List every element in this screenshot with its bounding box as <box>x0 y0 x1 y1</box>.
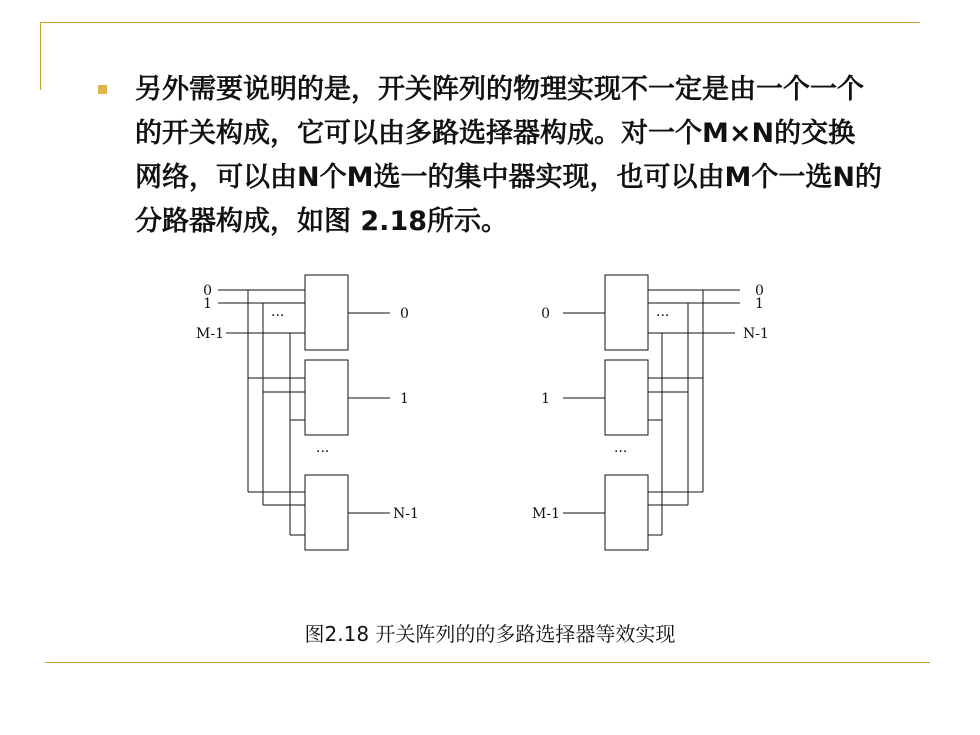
left-input-label-1: 1 <box>203 296 212 312</box>
left-mux-box-n1 <box>305 475 348 550</box>
right-input-label-m1: M-1 <box>532 506 560 522</box>
right-demux-box-0 <box>605 275 648 350</box>
left-input-label-m1: M-1 <box>196 326 224 342</box>
right-top-ellipsis: ··· <box>656 308 670 324</box>
right-input-label-1: 1 <box>541 391 550 407</box>
left-mux-box-1 <box>305 360 348 435</box>
paragraph-line-2: 的开关构成，它可以由多路选择器构成。对一个M×N的交换 <box>135 118 856 149</box>
paragraph-line-3: 网络，可以由N个M选一的集中器实现，也可以由M个一选N的 <box>135 162 882 193</box>
left-input-label-0: 0 <box>203 283 212 299</box>
left-middle-ellipsis: ··· <box>316 444 330 460</box>
right-output-label-1: 1 <box>755 296 764 312</box>
bottom-rule <box>45 662 930 663</box>
left-output-label-n1: N-1 <box>393 506 419 522</box>
right-output-label-n1: N-1 <box>743 326 769 342</box>
right-input-label-0: 0 <box>541 306 550 322</box>
right-distributor-diagram <box>563 275 740 550</box>
left-concentrator-diagram <box>218 275 390 550</box>
left-output-label-0: 0 <box>400 306 409 322</box>
left-top-ellipsis: ··· <box>271 308 285 324</box>
left-output-label-1: 1 <box>400 391 409 407</box>
left-mux-box-0 <box>305 275 348 350</box>
right-middle-ellipsis: ··· <box>614 444 628 460</box>
paragraph-line-4: 分路器构成，如图 2.18所示。 <box>135 206 509 237</box>
figure-caption: 图2.18 开关阵列的的多路选择器等效实现 <box>304 622 676 646</box>
right-demux-box-1 <box>605 360 648 435</box>
paragraph-line-1: 另外需要说明的是，开关阵列的物理实现不一定是由一个一个 <box>135 74 864 105</box>
right-output-label-0: 0 <box>755 283 764 299</box>
right-demux-box-m1 <box>605 475 648 550</box>
